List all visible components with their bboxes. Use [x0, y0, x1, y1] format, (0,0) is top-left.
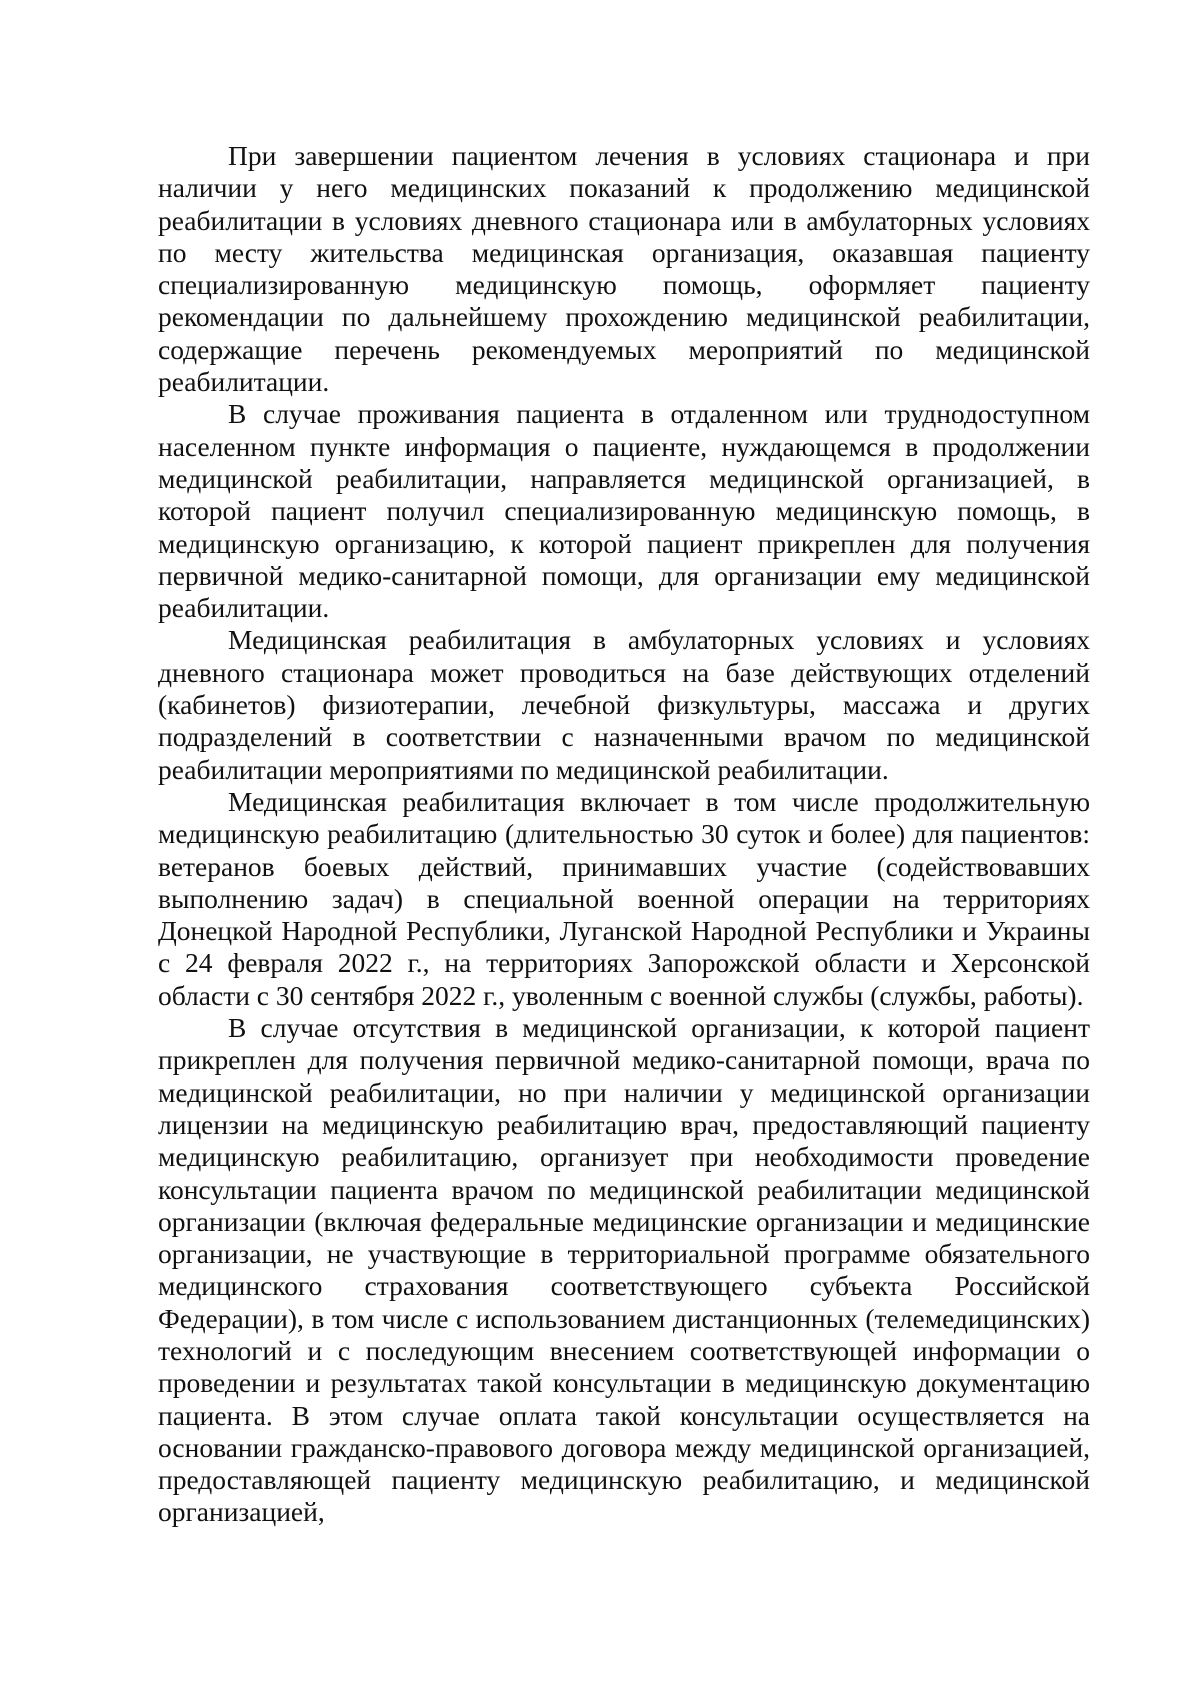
paragraph-long-term-rehabilitation: Медицинская реабилитация включает в том числе продолжительную медицинскую реабилитацию (длительностью 30 суток и более) для пациентов: ветеранов боевых действий, принимавших участие (содействовавших выполнению задач) в специальной военной операции на территориях Донецкой Народной Республики, Луганской Народной Республики и Украины с 24 февраля 2022 г., на территориях Запорожской области и Херсонской области с 30 сентября 2022 г., уволенным с военной службы (службы, работы). — [158, 785, 1090, 1011]
paragraph-outpatient-rehabilitation: Медицинская реабилитация в амбулаторных условиях и условиях дневного стационара может проводиться на базе действующих отделений (кабинетов) физиотерапии, лечебной физкультуры, массажа и других подразделений в соответствии с назначенными врачом по медицинской реабилитации мероприятиями по медицинской реабилитации. — [158, 624, 1090, 785]
document-page — [158, 140, 1090, 1529]
paragraph-consultation: В случае отсутствия в медицинской организации, к которой пациент прикреплен для получения первичной медико-санитарной помощи, врача по медицинской реабилитации, но при наличии у медицинской организации лицензии на медицинскую реабилитацию врач, предоставляющий пациенту медицинскую реабилитацию, организует при необходимости проведение консультации пациента врачом по медицинской реабилитации медицинской организации (включая федеральные медицинские организации и медицинские организации, не участвующие в территориальной программе обязательного медицинского страхования соответствующего субъекта Российской Федерации), в том числе с использованием дистанционных (телемедицинских) технологий и с последующим внесением соответствующей информации о проведении и результатах такой консультации в медицинскую документацию пациента. В этом случае оплата такой консультации осуществляется на основании гражданско-правового договора между медицинской организацией, предоставляющей пациенту медицинскую реабилитацию, и медицинской организацией, — [158, 1012, 1090, 1528]
paragraph-inpatient-completion: При завершении пациентом лечения в условиях стационара и при наличии у него медицинских показаний к продолжению медицинской реабилитации в условиях дневного стационара или в амбулаторных условиях по месту жительства медицинская организация, оказавшая пациенту специализированную медицинскую помощь, оформляет пациенту рекомендации по дальнейшему прохождению медицинской реабилитации, содержащие перечень рекомендуемых мероприятий по медицинской реабилитации. — [158, 140, 1090, 398]
paragraph-remote-settlement: В случае проживания пациента в отдаленном или труднодоступном населенном пункте информация о пациенте, нуждающемся в продолжении медицинской реабилитации, направляется медицинской организацией, в которой пациент получил специализированную медицинскую помощь, в медицинскую организацию, к которой пациент прикреплен для получения первичной медико-санитарной помощи, для организации ему медицинской реабилитации. — [158, 398, 1090, 624]
